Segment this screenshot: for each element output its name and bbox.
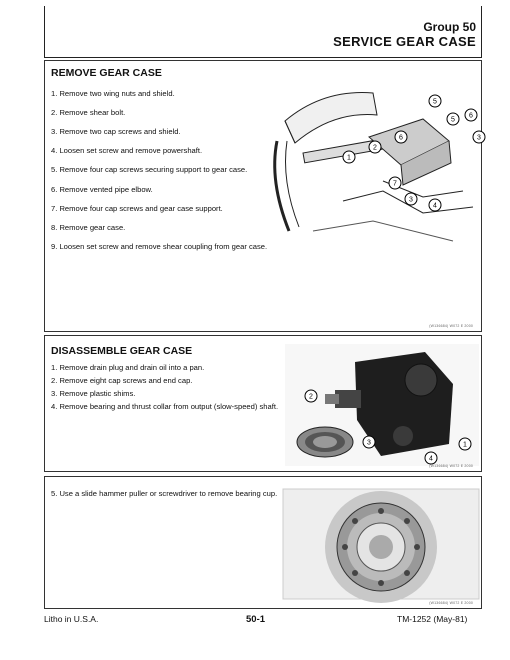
callout-label: 2: [373, 144, 377, 152]
callout-label: 4: [429, 455, 433, 463]
section-heading: REMOVE GEAR CASE: [51, 67, 162, 79]
callout-label: 6: [469, 112, 473, 120]
step: 4. Loosen set screw and remove powershaft.: [51, 146, 203, 156]
callout-label: 1: [347, 154, 351, 162]
step: 4. Remove bearing and thrust collar from output (slow-speed) shaft.: [51, 402, 279, 412]
footer-manual-id: TM-1252 (May-81): [397, 614, 468, 624]
callout-label: 5: [451, 116, 455, 124]
page-title: SERVICE GEAR CASE: [333, 34, 476, 49]
callout-label: 2: [309, 393, 313, 401]
section-heading: DISASSEMBLE GEAR CASE: [51, 345, 193, 357]
callout-label: 3: [477, 134, 481, 142]
step: 2. Remove shear bolt.: [51, 108, 126, 118]
figure-caption: (W136684) W072 E 2000: [429, 324, 473, 328]
step-list: [51, 89, 291, 261]
step: 9. Loosen set screw and remove shear coupling from gear case.: [51, 241, 268, 251]
step: 1. Remove drain plug and drain oil into a pan.: [51, 363, 205, 372]
header-left-rule: [44, 6, 45, 58]
section-remove-gear-case: [44, 60, 482, 332]
callout-label: 7: [393, 180, 397, 188]
gear-case-disassembly-photo: [285, 344, 479, 466]
callout-label: 4: [433, 202, 437, 210]
step-list: [51, 363, 279, 415]
step: 5. Remove four cap screws securing support to gear case.: [51, 165, 248, 175]
step: 2. Remove eight cap screws and end cap.: [51, 376, 193, 386]
step: 3. Remove plastic shims.: [51, 389, 136, 399]
step: 1. Remove two wing nuts and shield.: [51, 89, 175, 98]
footer-page-number: 50-1: [246, 614, 266, 625]
step: 5. Use a slide hammer puller or screwdriver to remove bearing cup.: [51, 489, 278, 498]
figure-caption: (W136684) W072 E 2000: [429, 601, 473, 605]
callout-label: 3: [367, 439, 371, 447]
header-right-rule: [481, 6, 482, 58]
step: 6. Remove vented pipe elbow.: [51, 184, 153, 194]
callout-label: 1: [463, 441, 467, 449]
step: 7. Remove four cap screws and gear case support.: [51, 203, 223, 213]
group-label: Group 50: [423, 20, 476, 34]
step: 3. Remove two cap screws and shield.: [51, 127, 181, 137]
header-bottom-rule: [44, 57, 482, 58]
gear-case-removal-illustration: [273, 81, 479, 281]
step-list: [51, 489, 281, 498]
section-disassemble-gear-case: [44, 335, 482, 472]
bearing-cup-removal-photo: [283, 489, 479, 599]
callout-label: 5: [433, 98, 437, 106]
footer-printer-note: Litho in U.S.A.: [44, 614, 99, 624]
callout-label: 6: [399, 134, 403, 142]
figure-caption: (W136684) W072 E 2000: [429, 464, 473, 468]
step: 8. Remove gear case.: [51, 222, 126, 232]
callout-label: 3: [409, 196, 413, 204]
section-remove-bearing-cup: [44, 476, 482, 609]
